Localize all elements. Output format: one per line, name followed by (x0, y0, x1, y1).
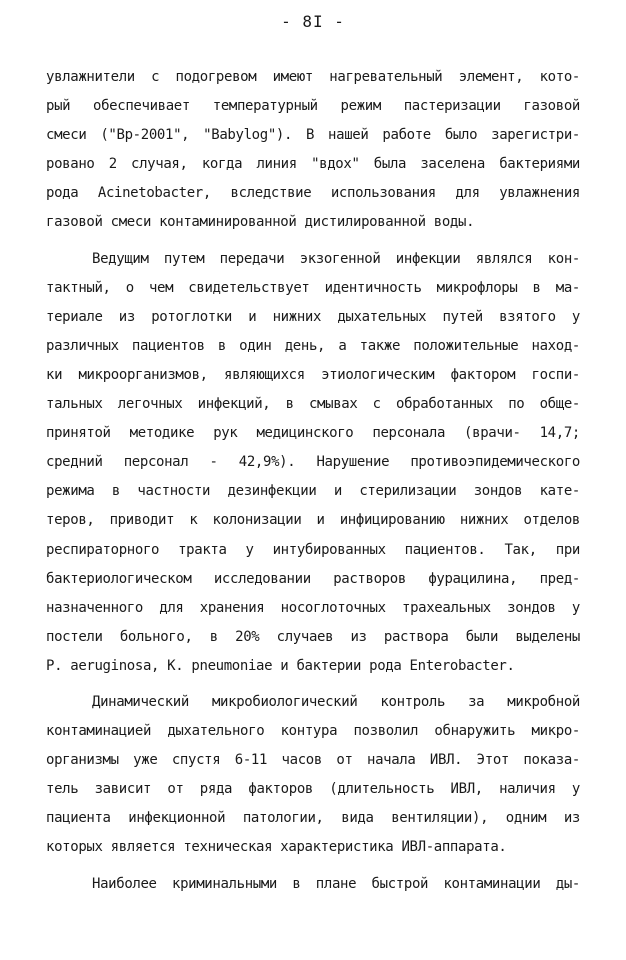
text-line: тальных легочных инфекций, в смывах с обработанных по обще- (46, 396, 580, 413)
text-line: назначенного для хранения носоглоточных трахеальных зондов у (46, 599, 580, 616)
text-line: газовой смеси контаминированной дистилированной воды. (46, 214, 475, 231)
text-line: пациента инфекционной патологии, вида вентиляции), одним из (46, 810, 580, 827)
text-line: тель зависит от ряда факторов (длительность ИВЛ, наличия у (46, 781, 580, 798)
text-line: Ведущим путем передачи экзогенной инфекции являлся кон- (92, 250, 580, 267)
text-line: респираторного тракта у интубированных пациентов. Так, при (46, 541, 580, 558)
text-line: рый обеспечивает температурный режим пастеризации газовой (46, 98, 580, 115)
text-line: ровано 2 случая, когда линия "вдох" была заселена бактериями (46, 156, 580, 173)
text-line: тактный, о чем свидетельствует идентичность микрофлоры в ма- (46, 279, 580, 296)
text-line: которых является техническая характеристика ИВЛ-аппарата. (46, 839, 507, 856)
text-line: организмы уже спустя 6-11 часов от начала ИВЛ. Этот показа- (46, 752, 580, 769)
text-line: режима в частности дезинфекции и стерилизации зондов кате- (46, 483, 580, 500)
text-line: контаминацией дыхательного контура позволил обнаружить микро- (46, 723, 580, 740)
page-number: - 8I - (281, 12, 345, 31)
text-line: увлажнители с подогревом имеют нагревательный элемент, кото- (46, 69, 580, 85)
text-line: рода Acinetobacter, вследствие использования для увлажнения (46, 185, 580, 202)
text-line: бактериологическом исследовании растворов фурацилина, пред- (46, 570, 580, 587)
text-line: принятой методике рук медицинского персонала (врачи- 14,7; (46, 425, 580, 442)
text-line: постели больного, в 20% случаев из раствора были выделены (46, 628, 580, 645)
text-line: различных пациентов в один день, а также положительные наход- (46, 337, 580, 354)
text-line: смеси ("Вр-2001", "Babylog"). В нашей работе было зарегистри- (46, 127, 580, 144)
text-line: теров, приводит к колонизации и инфицированию нижних отделов (46, 512, 580, 529)
text-line: териале из ротоглотки и нижних дыхательных путей взятого у (46, 308, 580, 325)
text-line: ки микроорганизмов, являющихся этиологическим фактором госпи- (46, 366, 580, 383)
text-line: средний персонал - 42,9%). Нарушение противоэпидемического (46, 454, 580, 471)
body-text (46, 63, 580, 899)
text-line: Динамический микробиологический контроль за микробной (92, 693, 580, 710)
text-line: P. aeruginosa, K. pneumoniae и бактерии рода Enterobacter. (46, 657, 515, 674)
text-line: Наиболее криминальными в плане быстрой контаминации ды- (92, 875, 580, 892)
